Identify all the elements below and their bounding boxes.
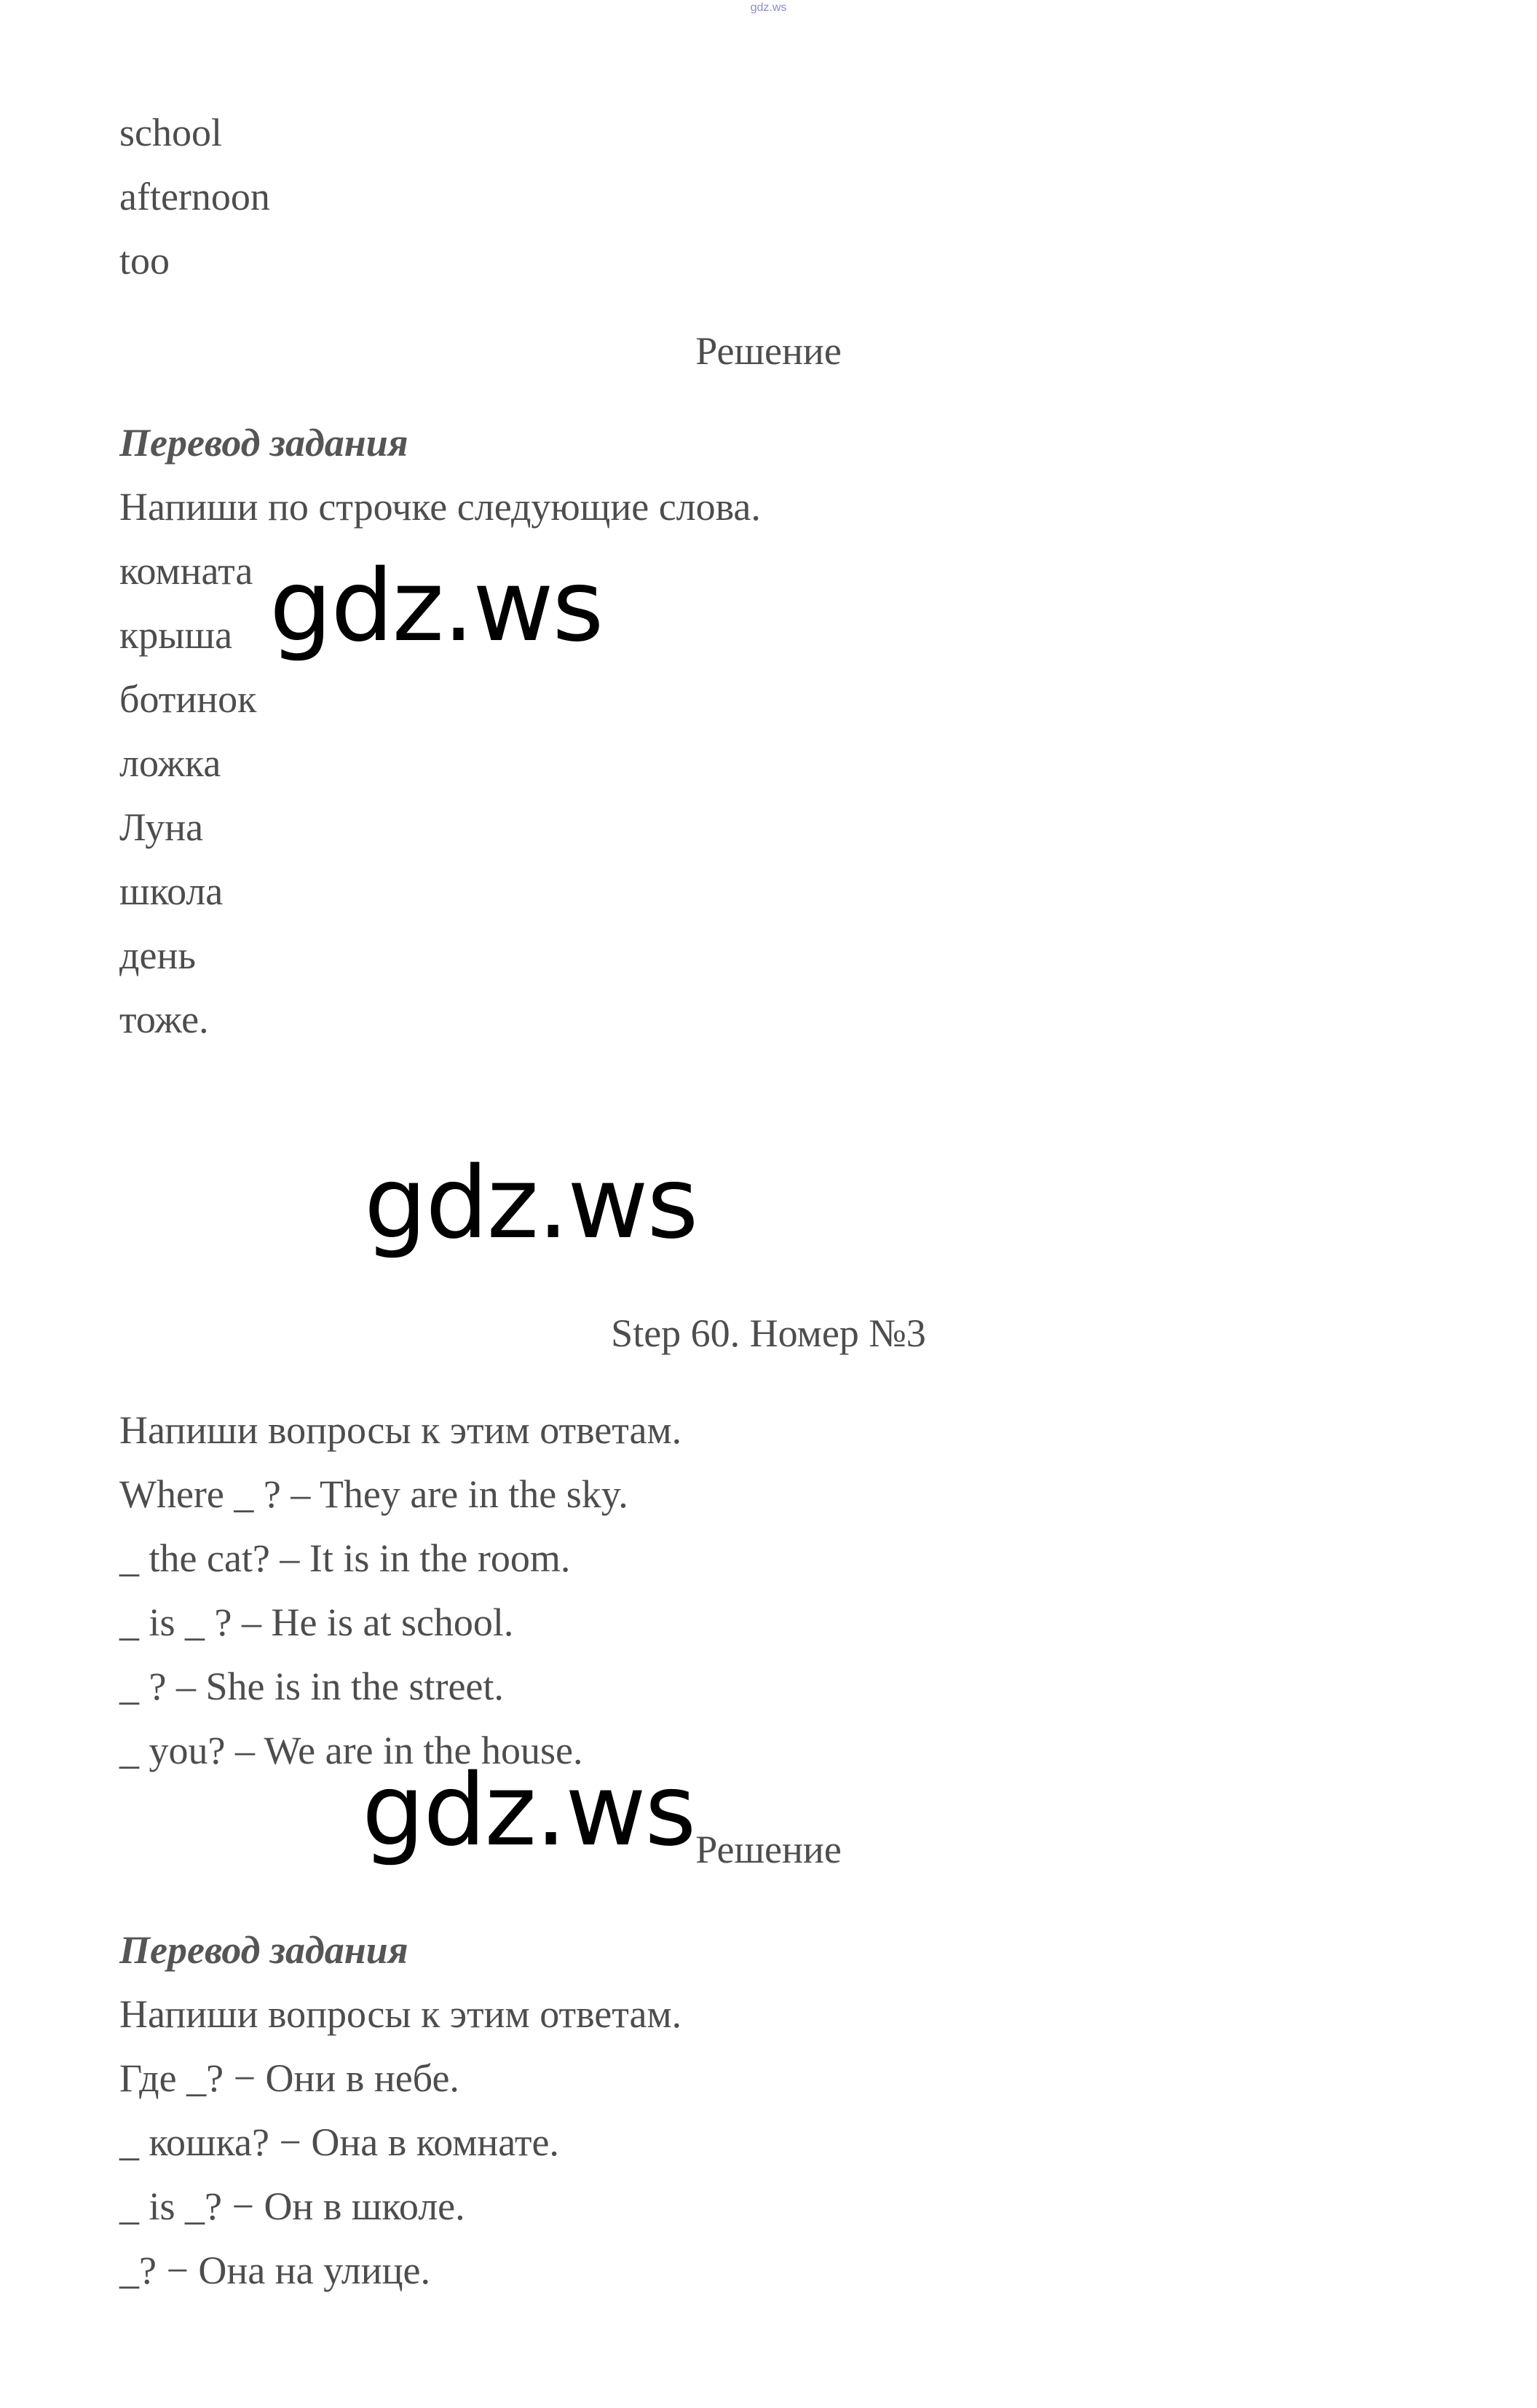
translated-line: Где _? − Они в небе. <box>119 2056 459 2100</box>
translated-line: _? − Она на улице. <box>119 2249 430 2292</box>
word-item: afternoon <box>119 175 270 218</box>
translated-word: ложка <box>119 741 221 785</box>
solution-title: Решение <box>695 1828 842 1871</box>
exercise-line: _ is _ ? – He is at school. <box>119 1600 514 1644</box>
translated-line: _ is _? − Он в школе. <box>119 2184 465 2228</box>
translation-heading: Перевод задания <box>119 1928 408 1972</box>
translated-line: _ кошка? − Она в комнате. <box>119 2120 559 2164</box>
word-item: too <box>119 239 170 283</box>
instruction-text: Напиши вопросы к этим ответам. <box>119 1992 682 2036</box>
translated-word: день <box>119 933 196 977</box>
exercise-line: _ ? – She is in the street. <box>119 1665 504 1708</box>
instruction-text: Напиши по строчке следующие слова. <box>119 485 761 529</box>
translated-word: комната <box>119 549 253 593</box>
translation-heading: Перевод задания <box>119 421 408 465</box>
watermark-logo: gdz.ws <box>269 549 603 664</box>
solution-title: Решение <box>695 329 842 373</box>
exercise-title: Step 60. Номер №3 <box>611 1311 926 1355</box>
instruction-text: Напиши вопросы к этим ответам. <box>119 1408 682 1452</box>
translated-word: крыша <box>119 613 233 657</box>
exercise-line: Where _ ? – They are in the sky. <box>119 1472 628 1516</box>
watermark-logo: gdz.ws <box>364 1146 698 1261</box>
exercise-line: _ the cat? – It is in the room. <box>119 1536 571 1580</box>
translated-word: ботинок <box>119 677 257 721</box>
translated-word: школа <box>119 869 224 913</box>
translated-word: тоже. <box>119 998 209 1041</box>
exercise-line: _ you? – We are in the house. <box>119 1729 583 1772</box>
watermark-logo: gdz.ws <box>362 1753 695 1868</box>
header-mark: gdz.ws <box>750 1 787 14</box>
word-item: school <box>119 111 222 154</box>
translated-word: Луна <box>119 805 204 849</box>
